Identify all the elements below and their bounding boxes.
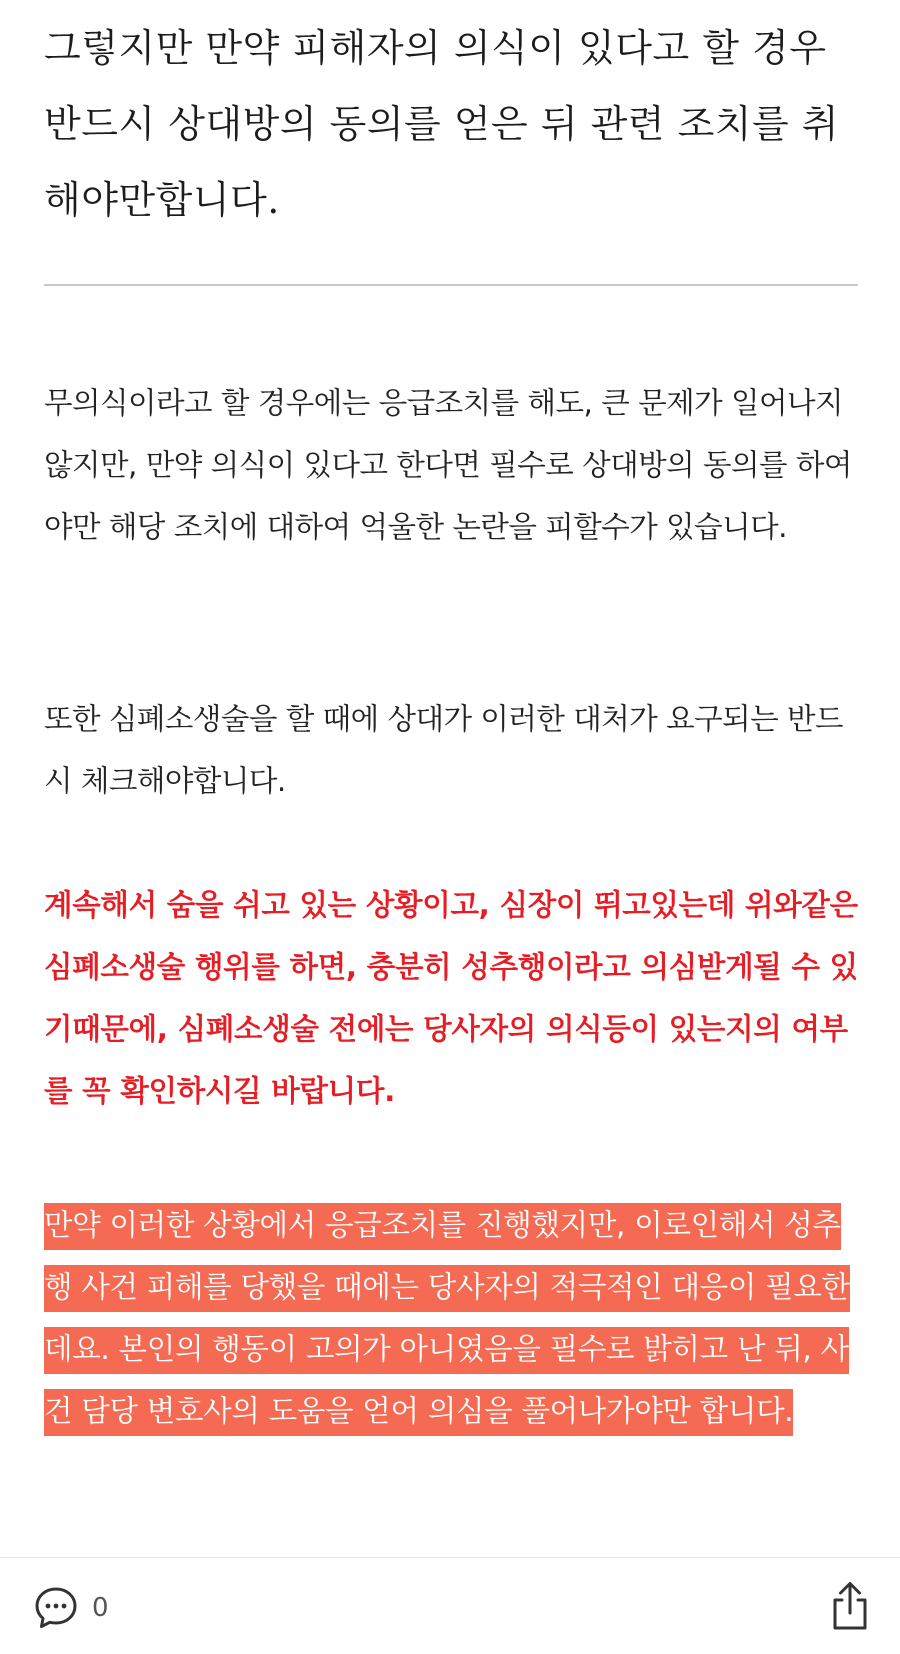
bottom-action-bar <box>0 1557 900 1654</box>
paragraph-red-warning: 계속해서 숨을 쉬고 있는 상황이고, 심장이 뛰고있는데 위와같은 심폐소생술 행위를 하면, 충분히 성추행이라고 의심받게될 수 있기때문에, 심폐소생술 전에는 당사자의 의식등이 있는지의 여부를 꼭 확인하시길 바랍니다. <box>44 888 858 1108</box>
paragraph-cpr-check: 또한 심폐소생술을 할 때에 상대가 이러한 대처가 요구되는 반드시 체크해야합니다. <box>44 702 843 798</box>
comment-icon <box>32 1584 80 1632</box>
share-button[interactable] <box>826 1580 874 1632</box>
paragraph-highlighted <box>44 1194 864 1442</box>
lead-paragraph: 그렇지만 만약 피해자의 의식이 있다고 할 경우 반드시 상대방의 동의를 얻은 뒤 관련 조치를 취해야만합니다. <box>44 26 840 222</box>
highlighted-text: 만약 이러한 상황에서 응급조치를 진행했지만, 이로인해서 성추행 사건 피해를 당했을 때에는 당사자의 적극적인 대응이 필요한데요. 본인의 행동이 고의가 아니였음을 필수로 밝히고 난 뒤, 사건 담당 변호사의 도움을 얻어 의심을 풀어나가야만 합니다. <box>44 1203 850 1436</box>
comment-button[interactable] <box>32 1582 109 1634</box>
comment-count: 0 <box>92 1593 109 1623</box>
section-divider <box>44 284 858 286</box>
share-icon <box>826 1580 874 1632</box>
paragraph-unconscious: 무의식이라고 할 경우에는 응급조치를 해도, 큰 문제가 일어나지 않지만, 만약 의식이 있다고 한다면 필수로 상대방의 동의를 하여야만 해당 조치에 대하여 억울한 논란을 피할수가 있습니다. <box>44 386 852 544</box>
